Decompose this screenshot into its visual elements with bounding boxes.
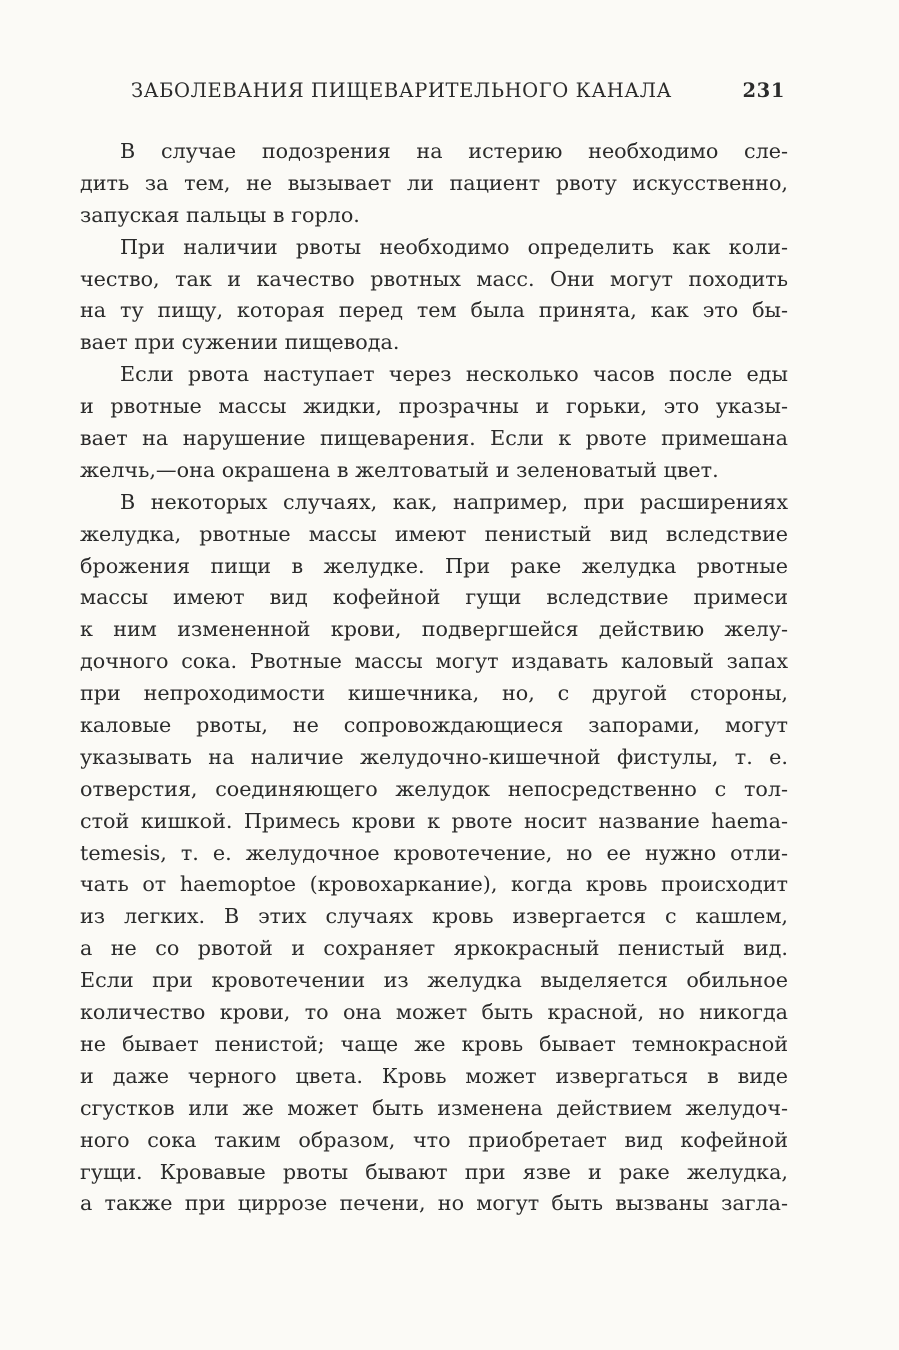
text-line: вает при сужении пищевода. [80, 330, 400, 355]
paragraph [80, 487, 788, 1220]
text-line: количество крови, то она может быть красной, но никогда [80, 1000, 788, 1025]
text-line: а не со рвотой и сохраняет яркокрасный пенистый вид. [80, 936, 788, 961]
paragraph [80, 359, 788, 487]
text-line: отверстия, соединяющего желудок непосредственно с тол- [80, 776, 788, 801]
text-line: чать от haemoptoe (кровохаркание), когда кровь происходит [80, 872, 788, 897]
text-line: При наличии рвоты необходимо определить как коли- [120, 234, 788, 259]
paragraph [80, 136, 788, 232]
text-line: сгустков или же может быть изменена действием желудоч- [80, 1095, 788, 1120]
text-line: вает на нарушение пищеварения. Если к рвоте примешана [80, 426, 788, 451]
text-line: брожения пищи в желудке. При раке желудка рвотные [80, 553, 788, 578]
page-number: 231 [742, 79, 785, 102]
text-line: не бывает пенистой; чаще же кровь бывает темнокрасной [80, 1031, 788, 1056]
text-line: желчь,—она окрашена в желтоватый и зеленоватый цвет. [80, 457, 719, 482]
running-head-title: ЗАБОЛЕВАНИЯ ПИЩЕВАРИТЕЛЬНОГО КАНАЛА [131, 79, 672, 102]
text-line: Если при кровотечении из желудка выделяется обильное [80, 968, 788, 993]
text-line: к ним измененной крови, подвергшейся действию желу- [80, 617, 788, 642]
text-line: дить за тем, не вызывает ли пациент рвоту искусственно, [80, 170, 788, 195]
running-head [131, 76, 785, 106]
text-line: и даже черного цвета. Кровь может извергаться в виде [80, 1063, 788, 1088]
text-line: В некоторых случаях, как, например, при расширениях [120, 489, 788, 514]
text-line: ного сока таким образом, что приобретает вид кофейной [80, 1127, 788, 1152]
text-line: Если рвота наступает через несколько часов после еды [120, 362, 788, 387]
text-line: желудка, рвотные массы имеют пенистый вид вследствие [80, 521, 788, 546]
text-line: из легких. В этих случаях кровь извергается с кашлем, [80, 904, 788, 929]
body-text [80, 136, 788, 1220]
text-line: чество, так и качество рвотных масс. Они могут походить [80, 266, 788, 291]
paragraph [80, 232, 788, 360]
text-line: при непроходимости кишечника, но, с другой стороны, [80, 681, 788, 706]
text-line: стой кишкой. Примесь крови к рвоте носит название haema- [80, 808, 788, 833]
text-line: указывать на наличие желудочно-кишечной фистулы, т. е. [80, 744, 788, 769]
text-line: запуская пальцы в горло. [80, 202, 360, 227]
text-line: гущи. Кровавые рвоты бывают при язве и раке желудка, [80, 1159, 788, 1184]
text-line: и рвотные массы жидки, прозрачны и горьки, это указы- [80, 394, 788, 419]
text-line: дочного сока. Рвотные массы могут издавать каловый запах [80, 649, 788, 674]
text-line: каловые рвоты, не сопровождающиеся запорами, могут [80, 713, 788, 738]
text-line: temesis, т. е. желудочное кровотечение, но ее нужно отли- [80, 840, 788, 865]
text-line: В случае подозрения на истерию необходимо сле- [120, 139, 788, 163]
text-line: массы имеют вид кофейной гущи вследствие примеси [80, 585, 788, 610]
text-line: а также при циррозе печени, но могут быть вызваны загла- [80, 1191, 788, 1216]
text-line: на ту пищу, которая перед тем была принята, как это бы- [80, 298, 788, 323]
